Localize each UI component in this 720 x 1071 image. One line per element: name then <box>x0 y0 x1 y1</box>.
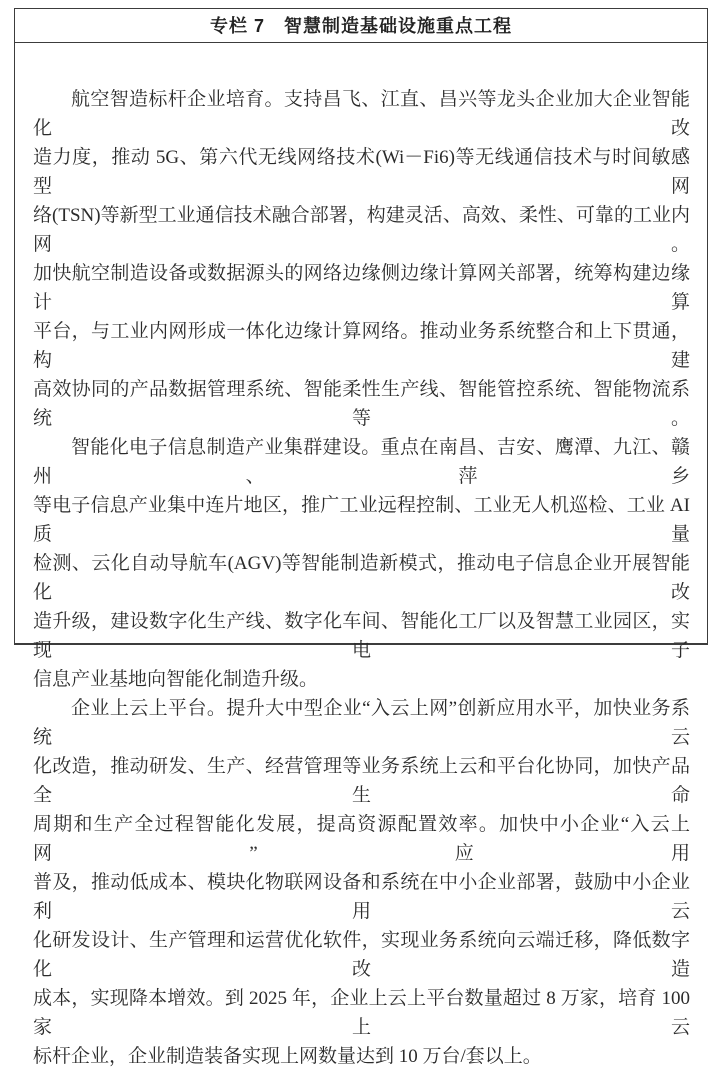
text-line <box>33 694 690 752</box>
paragraph-text: 提升大中型企业“入云上网”创新应用水平，加快业务系统云 <box>33 698 690 748</box>
paragraph-text: 支持昌飞、江直、昌兴等龙头企业加大企业智能化改 <box>33 89 690 139</box>
paragraph-lead: 航空智造标杆企业培育。 <box>71 89 284 110</box>
column-body <box>15 43 707 1071</box>
paragraph-text: 重点在南昌、吉安、鹰潭、九江、赣州、萍乡 <box>33 437 690 487</box>
text-line: 等电子信息产业集中连片地区，推广工业远程控制、工业无人机巡检、工业 AI 质量 <box>33 495 690 545</box>
text-line: 标杆企业，企业制造装备实现上网数量达到 10 万台/套以上。 <box>33 1046 542 1067</box>
text-line: 普及，推动低成本、模块化物联网设备和系统在中小企业部署，鼓励中小企业利用云 <box>33 872 690 922</box>
text-line: 平台，与工业内网形成一体化边缘计算网络。推动业务系统整合和上下贯通，构建 <box>33 321 690 371</box>
column-title: 专栏 7 智慧制造基础设施重点工程 <box>15 9 707 43</box>
paragraph-lead: 智能化电子信息制造产业集群建设。 <box>71 437 381 458</box>
text-line <box>33 85 690 143</box>
paragraph-lead: 企业上云上平台。 <box>71 698 227 719</box>
text-line: 信息产业基地向智能化制造升级。 <box>33 669 319 690</box>
text-line: 加快航空制造设备或数据源头的网络边缘侧边缘计算网关部署，统筹构建边缘计算 <box>33 263 690 313</box>
text-line: 周期和生产全过程智能化发展，提高资源配置效率。加快中小企业“入云上网”应用 <box>33 814 690 864</box>
text-line <box>33 433 690 491</box>
paragraph-electronics-cluster <box>33 433 690 694</box>
text-line: 成本，实现降本增效。到 2025 年，企业上云上平台数量超过 8 万家，培育 100 家上云 <box>33 988 690 1038</box>
paragraph-aviation <box>33 85 690 433</box>
text-line: 高效协同的产品数据管理系统、智能柔性生产线、智能管控系统、智能物流系统等。 <box>33 379 690 429</box>
text-line: 化研发设计、生产管理和运营优化软件，实现业务系统向云端迁移，降低数字化改造 <box>33 930 690 980</box>
column-box <box>14 8 708 1067</box>
paragraph-cloud-platform <box>33 694 690 1071</box>
text-line: 化改造，推动研发、生产、经营管理等业务系统上云和平台化协同，加快产品全生命 <box>33 756 690 806</box>
text-line: 造升级，建设数字化生产线、数字化车间、智能化工厂以及智慧工业园区，实现电子 <box>33 611 690 661</box>
text-line: 检测、云化自动导航车(AGV)等智能制造新模式，推动电子信息企业开展智能化改 <box>33 553 690 603</box>
text-line: 造力度，推动 5G、第六代无线网络技术(Wi－Fi6)等无线通信技术与时间敏感型网 <box>33 147 690 197</box>
text-line: 络(TSN)等新型工业通信技术融合部署，构建灵活、高效、柔性、可靠的工业内网。 <box>33 205 690 255</box>
